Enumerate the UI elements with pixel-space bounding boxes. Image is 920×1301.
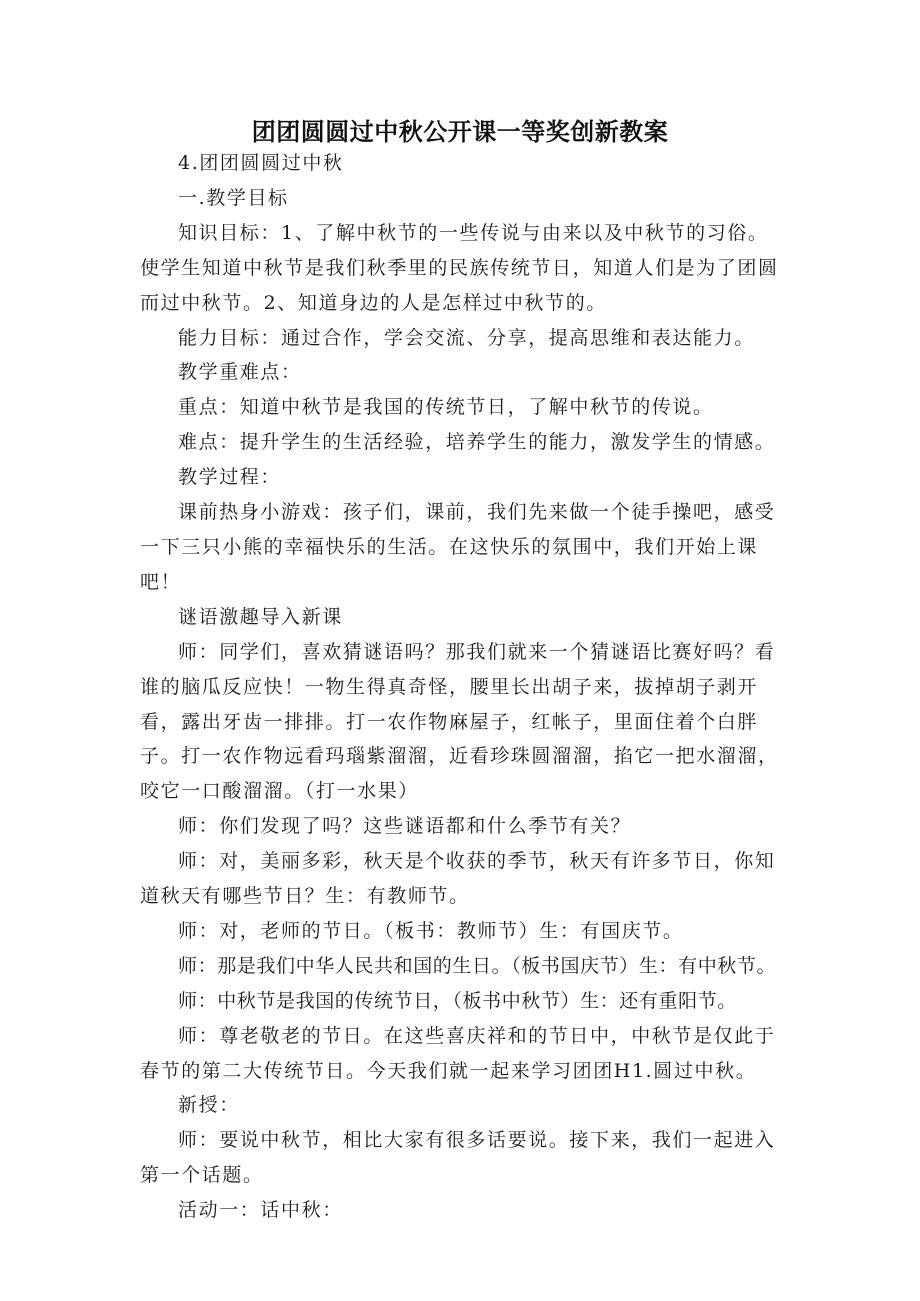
paragraph: 知识目标：1、了解中秋节的一些传说与由来以及中秋节的习俗。使学生知道中秋节是我们秋季里的民族传统节日，知道人们是为了团圆而过中秋节。2、知道身边的人是怎样过中秋节的。	[140, 221, 779, 314]
paragraph: 课前热身小游戏：孩子们，课前，我们先来做一个徒手操吧，感受一下三只小熊的幸福快乐的生活。在这快乐的氛围中，我们开始上课吧！	[140, 501, 776, 593]
section-heading: 4.团团圆圆过中秋	[178, 152, 344, 174]
paragraph: 师：你们发现了吗？这些谜语都和什么季节有关？	[178, 815, 632, 838]
paragraph: 能力目标：通过合作，学会交流、分享，提高思维和表达能力。	[178, 326, 755, 349]
document-title: 团团圆圆过中秋公开课一等奖创新教案	[251, 118, 669, 146]
paragraph: 活动一：话中秋：	[178, 1199, 343, 1222]
paragraph: 教学过程：	[178, 466, 282, 489]
document-body	[140, 146, 782, 1228]
paragraph: 难点：提升学生的生活经验，培养学生的能力，激发学生的情感。	[178, 431, 776, 454]
paragraph: 师：同学们，喜欢猜谜语吗？那我们就来一个猜谜语比赛好吗？看谁的脑瓜反应快！一物生得真奇怪，腰里长出胡子来，拔掉胡子剥开看，露出牙齿一排排。打一农作物麻屋子，红帐子，里面住着个白胖子。打一农作物远看玛瑙紫溜溜，近看珍珠圆溜溜，掐它一把水溜溜，咬它一口酸溜溜。（打一水果）	[140, 640, 779, 803]
paragraph: 师：中秋节是我国的传统节日，（板书中秋节）生：还有重阳节。	[178, 989, 737, 1012]
paragraph: 师：要说中秋节，相比大家有很多话要说。接下来，我们一起进入第一个话题。	[140, 1129, 776, 1187]
paragraph: 谜语激趣导入新课	[178, 605, 343, 628]
section-heading: 一.教学目标	[178, 186, 289, 209]
paragraph: 重点：知道中秋节是我国的传统节日，了解中秋节的传说。	[178, 396, 714, 419]
paragraph: 师：那是我们中华人民共和国的生日。（板书国庆节）生：有中秋节。	[178, 954, 777, 977]
paragraph: 新授：	[178, 1094, 240, 1117]
paragraph: 教学重难点：	[178, 361, 302, 384]
paragraph: 师：尊老敬老的节日。在这些喜庆祥和的节日中，中秋节是仅此于春节的第二大传统节日。今天我们就一起来学习团团H1.圆过中秋。	[140, 1024, 776, 1082]
paragraph: 师：对，老师的节日。（板书：教师节）生：有国庆节。	[178, 919, 684, 942]
paragraph: 师：对，美丽多彩，秋天是个收获的季节，秋天有许多节日，你知道秋天有哪些节日？生：有教师节。	[140, 850, 776, 908]
